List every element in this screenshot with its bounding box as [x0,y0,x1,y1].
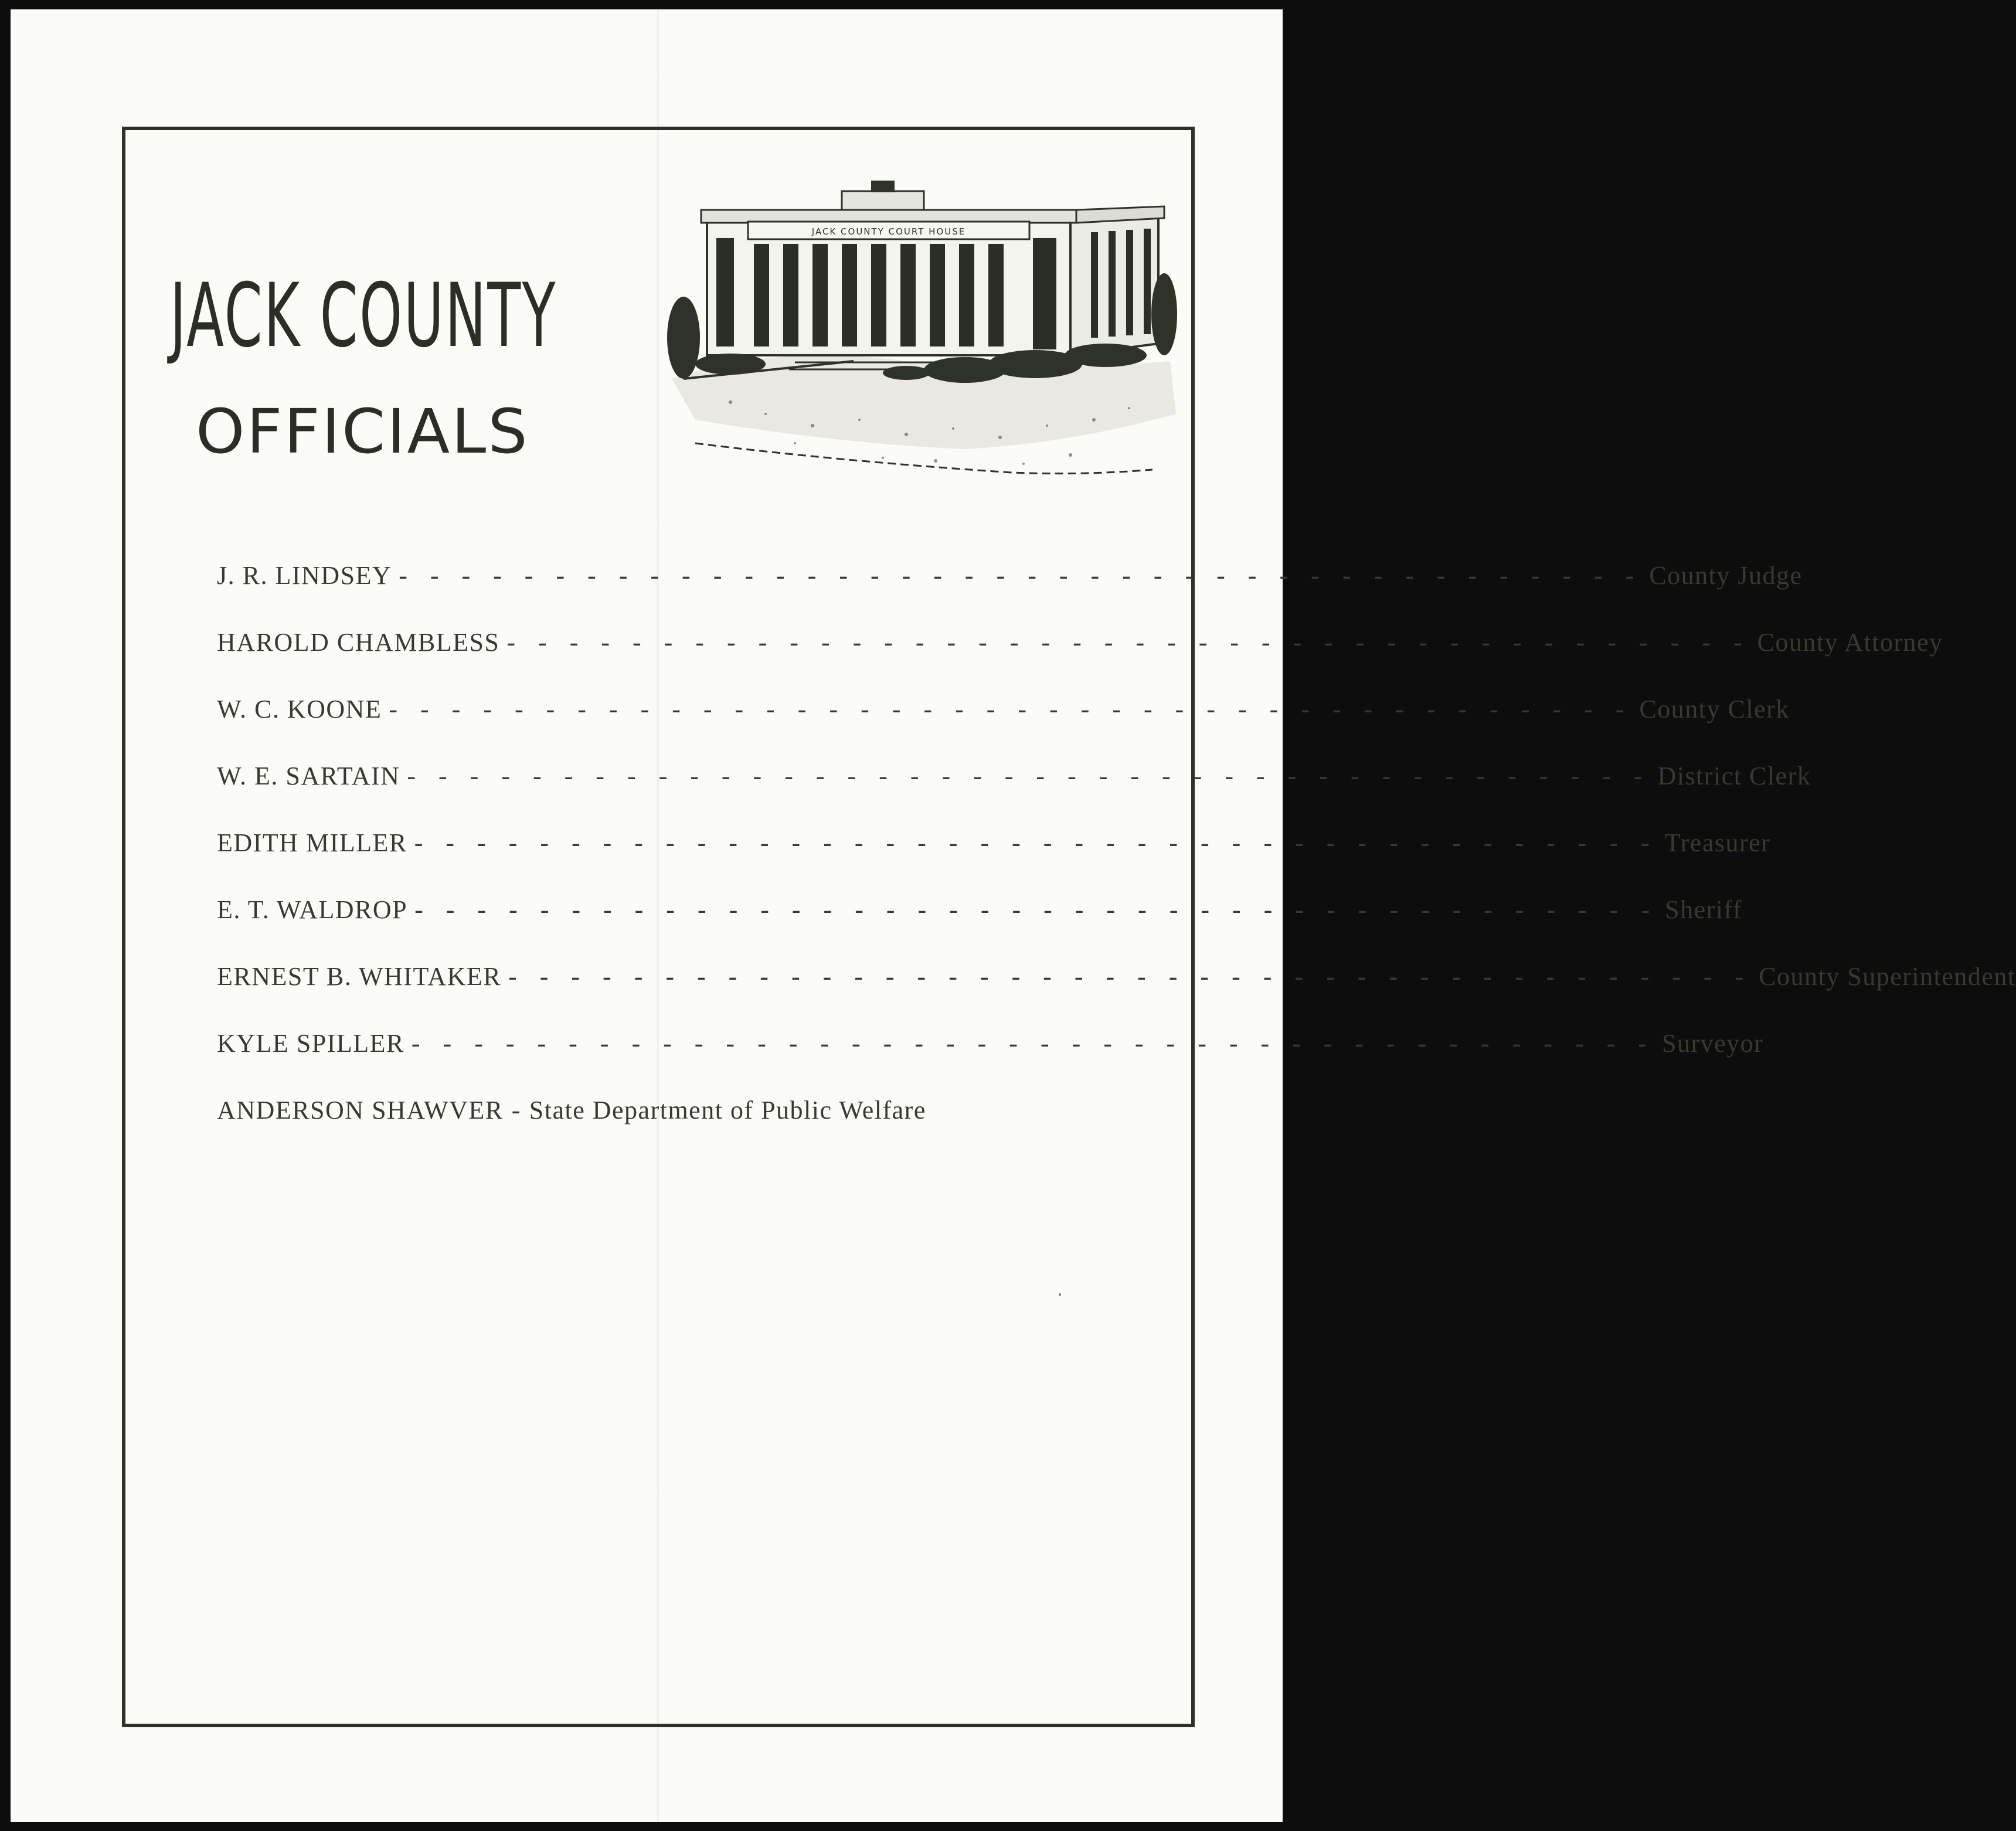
official-row [217,828,1771,895]
official-name: ANDERSON SHAWVER [217,1096,504,1125]
official-title: Surveyor [1661,1029,1764,1058]
official-name: EDITH MILLER [217,828,407,857]
official-row [217,627,1943,694]
dash-leader: - - - - - - - - - - - - - - - - - - - - - - - - - - - - - - - - - - - - - - - - [407,762,1651,790]
dash-leader: - - - - - - - - - - - - - - - - - - - - - - - - - - - - - - - - - - - - - - - - [508,962,1752,991]
official-row [217,560,1803,627]
paper-speck [1059,1293,1061,1296]
heading-jack-county: JACK COUNTY [170,265,557,367]
heading-officials: OFFICIALS [196,396,529,467]
official-title: County Judge [1649,561,1803,590]
official-name: HAROLD CHAMBLESS [217,628,500,657]
official-name: J. R. LINDSEY [217,561,392,590]
dash-leader: - - - - - - - - - - - - - - - - - - - - - - - - - - - - - - - - - - - - - - - - [411,1029,1655,1058]
official-title: Sheriff [1665,895,1743,924]
courthouse-illustration-icon [660,168,1182,484]
official-row [217,761,1811,828]
dash-leader: - - - - - - - - - - - - - - - - - - - - - - - - - - - - - - - - - - - - - - - - [389,695,1633,723]
dash-leader: - - - - - - - - - - - - - - - - - - - - - - - - - - - - - - - - - - - - - - - - [414,895,1658,924]
official-title: District Clerk [1657,762,1811,790]
dash-leader: - - - - - - - - - - - - - - - - - - - - - - - - - - - - - - - - - - - - - - - - [414,828,1658,857]
official-title: County Attorney [1757,628,1943,657]
official-row [217,962,2016,1028]
dash-separator: - [511,1096,521,1125]
official-row [217,1028,1764,1095]
yearbook-page [11,9,2016,1822]
official-row [217,895,1743,962]
official-title: Treasurer [1664,828,1771,857]
official-name: ERNEST B. WHITAKER [217,962,502,991]
official-title: County Clerk [1639,695,1790,723]
official-row [217,1095,1102,1162]
dash-leader: - - - - - - - - - - - - - - - - - - - - - - - - - - - - - - - - - - - - - - - - [506,628,1750,657]
official-row [217,694,1790,761]
official-name: KYLE SPILLER [217,1029,404,1058]
courthouse-frieze-text: JACK COUNTY COURT HOUSE [811,226,966,237]
official-name: E. T. WALDROP [217,895,408,924]
official-name: W. E. SARTAIN [217,762,400,790]
official-title: State Department of Public Welfare [529,1096,926,1125]
official-name: W. C. KOONE [217,695,382,723]
officials-list [217,560,2016,1162]
dash-leader: - - - - - - - - - - - - - - - - - - - - - - - - - - - - - - - - - - - - - - - - [399,561,1643,590]
official-title: County Superintendent [1759,962,2016,991]
